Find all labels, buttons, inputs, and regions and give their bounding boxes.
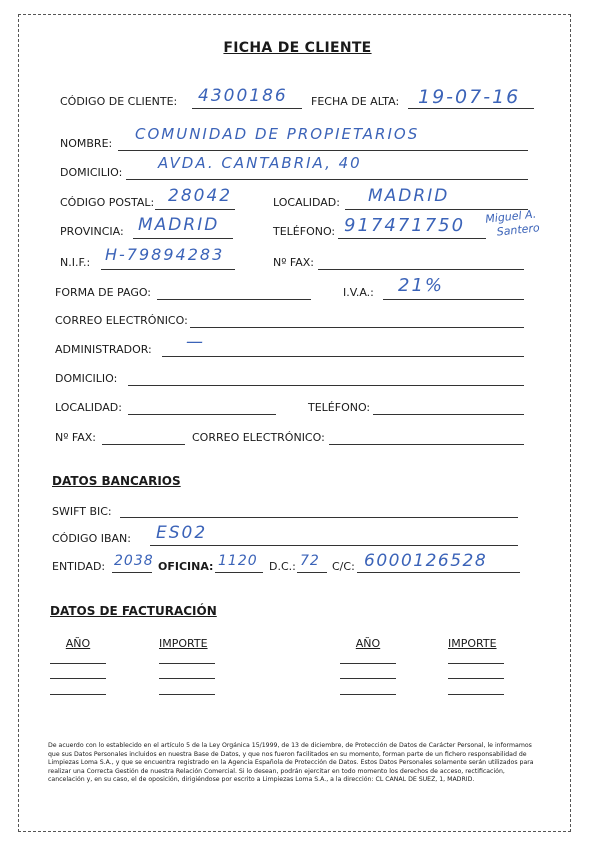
facturacion-cell[interactable] xyxy=(340,694,396,695)
signature-line-2: Santero xyxy=(496,221,541,239)
domicilio-label: DOMICILIO: xyxy=(60,166,123,179)
col-importe-1: IMPORTE xyxy=(159,637,208,650)
iva-line xyxy=(383,299,524,300)
facturacion-cell[interactable] xyxy=(159,694,215,695)
facturacion-cell[interactable] xyxy=(448,663,504,664)
codigo-postal-label: CÓDIGO POSTAL: xyxy=(60,196,155,209)
facturacion-cell[interactable] xyxy=(50,678,106,679)
localidad-label: LOCALIDAD: xyxy=(273,196,340,209)
correo-label: CORREO ELECTRÓNICO: xyxy=(55,314,188,327)
signature-line-1: Miguel A. xyxy=(484,207,537,226)
iva-value[interactable]: 21% xyxy=(398,275,445,296)
dc-value[interactable]: 72 xyxy=(300,553,320,569)
domicilio-value[interactable]: AVDA. CANTABRIA, 40 xyxy=(158,154,362,172)
codigo-cliente-line xyxy=(192,108,302,109)
forma-pago-label: FORMA DE PAGO: xyxy=(55,286,152,299)
col-ano-2: AÑO xyxy=(355,637,381,650)
telefono-value[interactable]: 917471750 xyxy=(344,215,466,236)
telefono-label: TELÉFONO: xyxy=(273,225,336,238)
nif-line xyxy=(101,269,235,270)
facturacion-cell[interactable] xyxy=(340,678,396,679)
codigo-postal-line xyxy=(155,209,235,210)
adm-fax-line xyxy=(102,444,185,445)
facturacion-cell[interactable] xyxy=(448,678,504,679)
facturacion-cell[interactable] xyxy=(340,663,396,664)
administrador-line xyxy=(162,356,524,357)
facturacion-cell[interactable] xyxy=(159,663,215,664)
iban-line xyxy=(150,545,518,546)
administrador-label: ADMINISTRADOR: xyxy=(55,343,152,356)
facturacion-cell[interactable] xyxy=(50,663,106,664)
cc-label: C/C: xyxy=(332,560,355,573)
entidad-line xyxy=(112,572,152,573)
col-importe-2: IMPORTE xyxy=(448,637,497,650)
page-title: FICHA DE CLIENTE xyxy=(223,40,372,56)
oficina-line xyxy=(215,572,263,573)
cc-line xyxy=(357,572,520,573)
codigo-cliente-label: CÓDIGO DE CLIENTE: xyxy=(60,95,178,108)
fax-label: Nº FAX: xyxy=(273,256,314,269)
facturacion-cell[interactable] xyxy=(448,694,504,695)
provincia-value[interactable]: MADRID xyxy=(138,215,220,235)
adm-telefono-label: TELÉFONO: xyxy=(308,401,371,414)
codigo-cliente-value[interactable]: 4300186 xyxy=(198,86,288,106)
fax-line xyxy=(318,269,524,270)
oficina-value[interactable]: 1120 xyxy=(218,553,258,569)
localidad-value[interactable]: MADRID xyxy=(368,186,450,206)
iva-label: I.V.A.: xyxy=(343,286,374,299)
provincia-label: PROVINCIA: xyxy=(60,225,124,238)
fecha-alta-line xyxy=(408,108,534,109)
fecha-alta-value[interactable]: 19-07-16 xyxy=(418,86,521,108)
adm-domicilio-label: DOMICILIO: xyxy=(55,372,118,385)
iban-label: CÓDIGO IBAN: xyxy=(52,532,131,545)
adm-localidad-line xyxy=(128,414,276,415)
iban-value[interactable]: ES02 xyxy=(156,523,208,543)
cc-value[interactable]: 6000126528 xyxy=(364,551,488,571)
nif-value[interactable]: H-79894283 xyxy=(105,245,225,264)
telefono-line xyxy=(338,238,486,239)
adm-localidad-label: LOCALIDAD: xyxy=(55,401,122,414)
nif-label: N.I.F.: xyxy=(60,256,91,269)
col-ano-1: AÑO xyxy=(65,637,91,650)
datos-bancarios-heading: DATOS BANCARIOS xyxy=(52,474,181,488)
provincia-line xyxy=(133,238,233,239)
fecha-alta-label: FECHA DE ALTA: xyxy=(311,95,400,108)
administrador-value[interactable]: — xyxy=(186,332,205,352)
swift-line xyxy=(120,517,518,518)
domicilio-line xyxy=(126,179,528,180)
swift-label: SWIFT BIC: xyxy=(52,505,112,518)
forma-pago-line xyxy=(157,299,311,300)
oficina-label: OFICINA: xyxy=(158,560,214,573)
nombre-line xyxy=(118,150,528,151)
nombre-value[interactable]: COMUNIDAD DE PROPIETARIOS xyxy=(135,125,420,143)
adm-telefono-line xyxy=(373,414,524,415)
nombre-label: NOMBRE: xyxy=(60,137,113,150)
localidad-line xyxy=(345,209,528,210)
facturacion-cell[interactable] xyxy=(50,694,106,695)
adm-correo-line xyxy=(329,444,524,445)
entidad-value[interactable]: 2038 xyxy=(114,553,154,569)
correo-line xyxy=(190,327,524,328)
facturacion-cell[interactable] xyxy=(159,678,215,679)
adm-correo-label: CORREO ELECTRÓNICO: xyxy=(192,431,325,444)
dc-label: D.C.: xyxy=(269,560,296,573)
legal-notice: De acuerdo con lo establecido en el artículo 5 de la Ley Orgánica 15/1999, de 13 de diciembre, de Protección de Datos de Carácter Personal, le informamos que sus Datos Personales incluidos en nuestra Base de Datos, y que nos fueron facilitados en su momento, forman parte de un fichero responsabilidad de Limpiezas Loma S.A., y que se encuentra registrado en la Agencia Española de Protección de Datos. Estos Datos Personales solamente serán utilizados para realizar una Correcta Gestión de nuestra Relación Comercial. Si lo desean, podrán ejercitar en todo momento los derechos de acceso, rectificación, cancelación y, en su caso, el de oposición, dirigiéndose por escrito a Limpiezas Loma S.A., a la dirección: CL CANAL DE SUEZ, 1, MADRID. xyxy=(48,742,534,784)
adm-domicilio-line xyxy=(128,385,524,386)
entidad-label: ENTIDAD: xyxy=(52,560,106,573)
datos-facturacion-heading: DATOS DE FACTURACIÓN xyxy=(50,604,217,618)
handwritten-signature-note xyxy=(485,207,541,240)
dc-line xyxy=(297,572,327,573)
adm-fax-label: Nº FAX: xyxy=(55,431,96,444)
codigo-postal-value[interactable]: 28042 xyxy=(168,186,233,206)
